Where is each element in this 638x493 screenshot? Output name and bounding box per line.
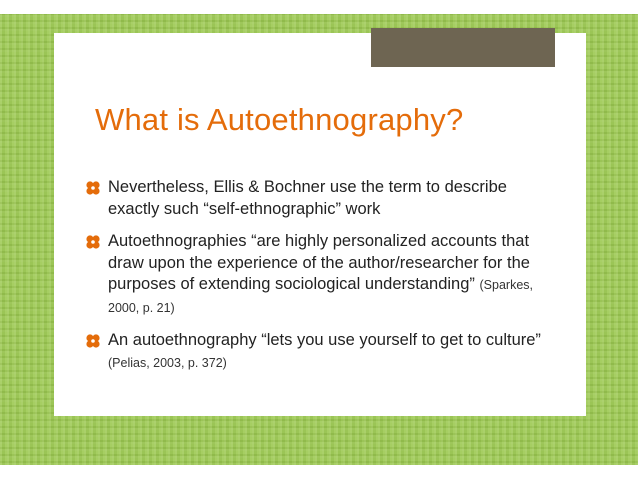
slide-title: What is Autoethnography? xyxy=(95,102,464,137)
quatrefoil-bullet-icon xyxy=(86,235,100,249)
bullet-text: Autoethnographies “are highly personalized accounts that draw upon the experience of the author/researcher for the purposes of extending sociological understanding” xyxy=(108,232,530,293)
quatrefoil-bullet-icon xyxy=(86,334,100,348)
bullet-citation: (Pelias, 2003, p. 372) xyxy=(108,355,227,370)
bullet-item xyxy=(86,177,546,220)
bullet-item xyxy=(86,330,546,374)
title-accent-bar xyxy=(371,28,555,67)
bullet-item xyxy=(86,231,546,319)
quatrefoil-bullet-icon xyxy=(86,181,100,195)
bullet-citation: (Sparkes, 2000, p. 21) xyxy=(108,278,534,315)
bullet-text: Nevertheless, Ellis & Bochner use the term to describe exactly such “self-ethnographic” work xyxy=(108,178,507,218)
bullet-list xyxy=(86,177,546,385)
bullet-text: An autoethnography “lets you use yourself to get to culture” xyxy=(108,331,541,349)
